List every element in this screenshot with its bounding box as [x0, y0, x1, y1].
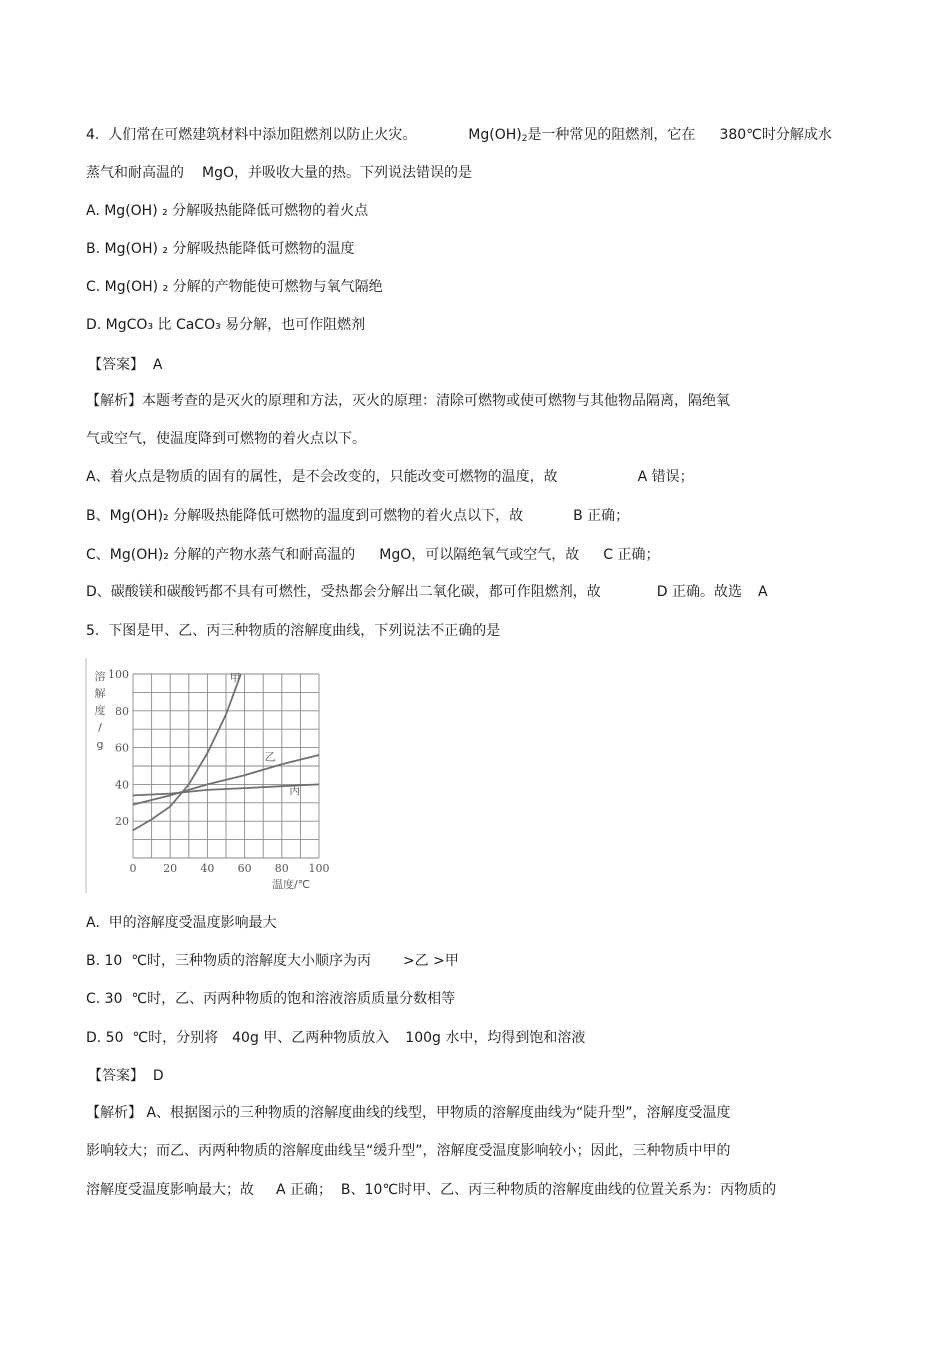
option-text: B. 10 ℃时，三种物质的溶解度大小顺序为丙: [86, 953, 371, 969]
option-text: >乙 >甲: [402, 953, 459, 969]
series-label-2: 丙: [289, 784, 301, 798]
option-text: D. 50 ℃时，分别将: [86, 1030, 219, 1046]
q4-analysis-a: [86, 468, 694, 486]
q5-option-d: [86, 1029, 585, 1047]
q4-stem-text: 蒸气和耐高温的: [86, 165, 184, 181]
q5-stem: 5. 下图是甲、乙、丙三种物质的溶解度曲线，下列说法不正确的是: [86, 623, 501, 639]
q4-option-b: B. Mg(OH) ₂ 分解吸热能降低可燃物的温度: [86, 241, 355, 257]
series-label-1: 乙: [264, 750, 276, 764]
y-tick-label: 60: [115, 741, 129, 755]
analysis-text: A、着火点是物质的固有的属性，是不会改变的，只能改变可燃物的温度，故: [86, 469, 558, 485]
q5-option-a: A. 甲的溶解度受温度影响最大: [86, 915, 277, 931]
q5-option-b: [86, 952, 459, 970]
y-axis-label-char: 溶: [94, 670, 106, 683]
y-tick-label: 40: [115, 778, 129, 792]
analysis-text: C、Mg(OH)₂ 分解的产物水蒸气和耐高温的: [86, 547, 356, 563]
y-axis-label-char: g: [96, 738, 104, 751]
y-tick-label: 20: [115, 815, 129, 829]
x-tick-label: 80: [274, 862, 289, 875]
q4-analysis-line-2: 气或空气，使温度降到可燃物的着火点以下。: [86, 431, 366, 447]
q5-analysis-line-1: 【解析】 A、根据图示的三种物质的溶解度曲线的线型，甲物质的溶解度曲线为“陡升型”，溶解度受温度: [86, 1105, 731, 1121]
y-axis-label-char: 度: [94, 704, 106, 717]
y-tick-label: 80: [115, 704, 129, 718]
solubility-chart-svg: [85, 658, 340, 893]
analysis-verdict: C 正确；: [603, 547, 660, 563]
q4-answer: 【答案】 A: [88, 357, 163, 373]
analysis-text: 溶解度受温度影响最大；故: [86, 1182, 254, 1198]
y-axis-label-char: 解: [94, 687, 106, 700]
q4-option-c: C. Mg(OH) ₂ 分解的产物能使可燃物与氧气隔绝: [86, 279, 383, 295]
q4-stem-text: 是一种常见的阻燃剂，它在: [527, 127, 696, 143]
q4-stem-text: 380℃时分解成水: [719, 127, 832, 143]
x-tick-label: 60: [237, 862, 252, 875]
q4-stem-line-1: [86, 126, 832, 148]
x-tick-label: 40: [200, 862, 215, 875]
analysis-text: D、碳酸镁和碳酸钙都不具有可燃性，受热都会分解出二氧化碳，都可作阻燃剂，故: [86, 584, 601, 600]
q4-stem-line-2: [86, 164, 472, 182]
y-tick-label: 100: [108, 668, 129, 681]
q5-analysis-line-3: [86, 1181, 776, 1199]
q5-analysis-line-2: 影响较大；而乙、丙两种物质的溶解度曲线呈“缓升型”，溶解度受温度影响较小；因此，三种物质中甲的: [86, 1143, 731, 1159]
analysis-text: MgO，可以隔绝氧气或空气，故: [379, 547, 580, 563]
x-axis-label: 温度/℃: [272, 878, 311, 891]
q5-option-c: C. 30 ℃时，乙、丙两种物质的饱和溶液溶质质量分数相等: [86, 991, 456, 1007]
q4-option-a: A. Mg(OH) ₂ 分解吸热能降低可燃物的着火点: [86, 203, 369, 219]
y-axis-label-char: /: [98, 721, 102, 734]
q4-analysis-line-1: 【解析】本题考查的是灭火的原理和方法，灭火的原理：清除可燃物或使可燃物与其他物品隔离，隔绝氧: [86, 393, 730, 409]
x-tick-label: 20: [163, 862, 178, 875]
analysis-text: A 正确； B、10℃时甲、乙、丙三种物质的溶解度曲线的位置关系为：丙物质的: [276, 1182, 777, 1198]
option-text: 100g 水中，均得到饱和溶液: [405, 1030, 586, 1046]
x-tick-label: 0: [129, 862, 137, 875]
series-line-0: [133, 674, 241, 830]
analysis-verdict: D 正确。故选: [656, 584, 743, 600]
q4-analysis-d: [86, 583, 768, 601]
series-label-0: 甲: [229, 671, 241, 685]
q4-formula-mgoh2: Mg(OH): [468, 127, 522, 143]
q4-option-d: D. MgCO₃ 比 CaCO₃ 易分解，也可作阻燃剂: [86, 317, 366, 333]
analysis-text: B、Mg(OH)₂ 分解吸热能降低可燃物的温度到可燃物的着火点以下，故: [86, 508, 524, 524]
q4-analysis-b: [86, 507, 629, 525]
q4-stem-text: 4. 人们常在可燃建筑材料中添加阻燃剂以防止火灾。: [86, 127, 417, 143]
analysis-verdict: A 错误；: [637, 469, 694, 485]
solubility-chart: [85, 658, 340, 893]
analysis-verdict: B 正确；: [573, 508, 630, 524]
q4-formula-subscript: 2: [521, 134, 528, 144]
q4-analysis-c: [86, 546, 660, 564]
option-text: 40g 甲、乙两种物质放入: [232, 1030, 390, 1046]
q4-stem-text: MgO，并吸收大量的热。下列说法错误的是: [202, 165, 472, 181]
q5-answer: 【答案】 D: [88, 1068, 164, 1084]
analysis-choice: A: [758, 584, 768, 600]
x-tick-label: 100: [308, 862, 330, 875]
